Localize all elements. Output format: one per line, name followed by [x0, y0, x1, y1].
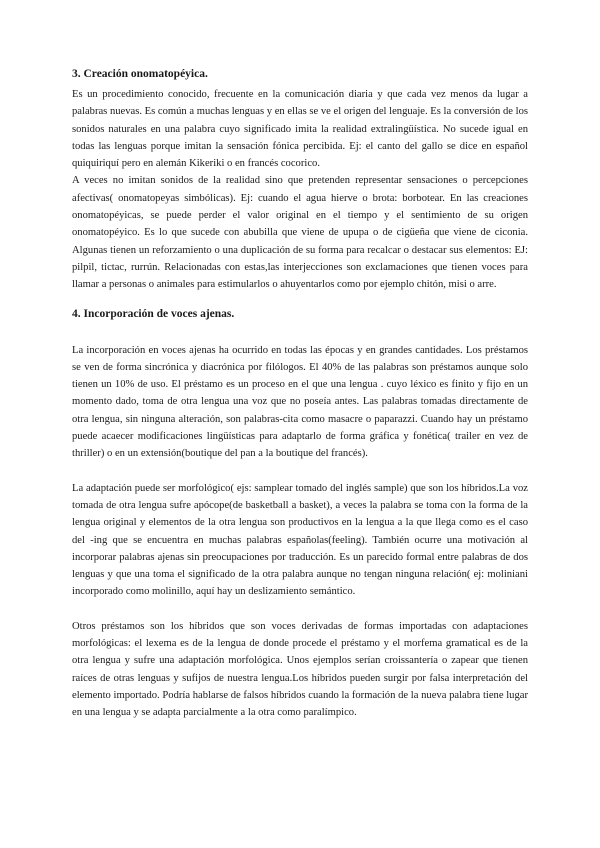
spacer: [72, 601, 528, 618]
paragraph: A veces no imitan sonidos de la realidad sino que pretenden representar sensaciones o percepciones afectivas( onomatopeyas simbólicas). Ej: cuando el agua hierve o brota: borbotear. En las creaciones onomatopéyicas, se puede perder el valor original en el tiempo y el sentimiento de su origen onomatopéyico. Es lo que sucede con abubilla que viene de upupa o de cigüeña que viene de ciconia. Algunas tienen un reforzamiento o una duplicación de su forma para recalcar o destacar sus elementos: EJ: pilpil, tictac, rurrún. Relacionadas con estas,las interjecciones son exclamaciones que tienen voces para llamar a personas o animales para estimularlos o ahuyentarlos como por ejemplo chitón, misi o arre.: [72, 175, 528, 291]
paragraph: Otros préstamos son los híbridos que son voces derivadas de formas importadas con adaptaciones morfológicas: el lexema es de la lengua de donde procede el préstamo y el morfema gramatical es de la otra lengua y sufre una adaptación morfológica. Unos ejemplos serían croissantería o zapear que tienen raíces de otras lenguas y sufijos de nuestra lengua.Los híbridos pueden surgir por falsa interpretación del elemento importado. Podría hablarse de falsos híbridos cuando la formación de la nueva palabra tiene lugar en una lengua y se adapta parcialmente a la otra como paralímpico.: [72, 620, 528, 719]
section-heading-creacion-onomatopeyica: 3. Creación onomatopéyica.: [72, 68, 208, 80]
paragraph: La incorporación en voces ajenas ha ocurrido en todas las épocas y en grandes cantidades. Los préstamos se ven de forma sincrónica y diacrónica por filólogos. El 40% de las palabras son préstamos aunque solo tienen un 10% de uso. El préstamo es un proceso en el que una lengua . cuyo léxico es finito y fijo en un momento dado, toma de otra lengua una voz que no poseía antes. Las palabras tomadas directamente de otra lengua, sin ninguna alteración, son palabras-cita como masacre o paparazzi. Cuando hay un préstamo puede acaecer modificaciones lingüísticas para adaptarlo de forma gráfica y fonética( trailer en vez de thriller) o en un extensión(boutique del pan a la boutique del francés).: [72, 344, 528, 460]
document-body: [72, 66, 528, 722]
section-heading-incorporacion-voces-ajenas: 4. Incorporación de voces ajenas.: [72, 307, 235, 320]
paragraph: Es un procedimiento conocido, frecuente en la comunicación diaria y que cada vez menos da lugar a palabras nuevas. Es común a muchas lenguas y en ellas se ve el origen del lenguaje. Es la conversión de los sonidos naturales en una palabra cuyo significado imita la realidad extralingüística. No sucede igual en todas las lenguas porque imitan la sensación fónica percibida. Ej: el canto del gallo se dice en español quiquiriquí pero en alemán Kikeriki o en francés cocorico.: [72, 89, 528, 170]
spacer: [72, 463, 528, 480]
spacer: [72, 294, 528, 306]
spacer: [72, 326, 528, 342]
paragraph: La adaptación puede ser morfológico( ejs: samplear tomado del inglés sample) que son los híbridos.La voz tomada de otra lengua sufre apócope(de basketball a basket), a veces la palabra se toma con la forma de la lengua original y elementos de la otra lengua son productivos en la lengua a la que llega como es el caso del -ing que se encuentra en muchas palabras españolas(feeling). También ocurre una motivación al incorporar palabras ajenas sin preocupaciones por traducción. Es un parecido formal entre palabras de dos lenguas y que una toma el significado de la otra palabra aunque no tengan ninguna relación( ej: moliniani incorporado como molinillo, aquí hay un deslizamiento semántico.: [72, 482, 528, 598]
